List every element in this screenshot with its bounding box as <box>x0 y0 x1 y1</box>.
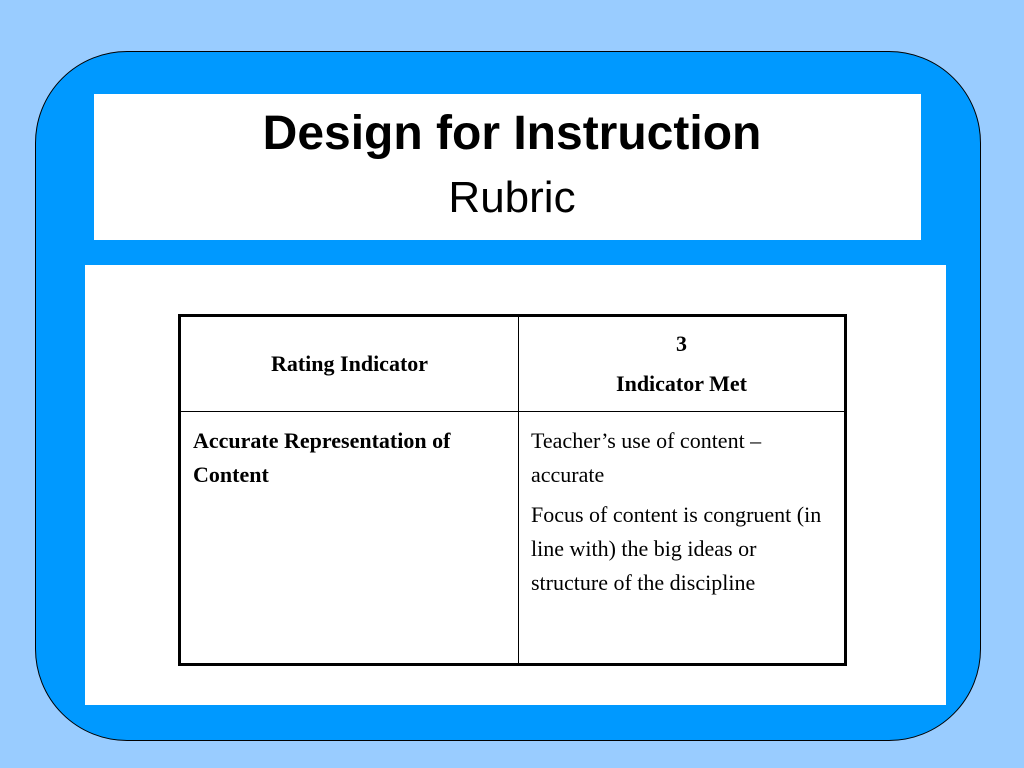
slide-subtitle: Rubric <box>448 173 576 222</box>
description-cell <box>519 412 846 665</box>
indicator-cell <box>180 412 519 665</box>
slide-title: Design for Instruction <box>262 107 762 160</box>
header-rating-indicator <box>180 316 519 412</box>
rubric-table <box>178 314 847 666</box>
header-indicator-met <box>519 316 846 412</box>
table-header-row <box>180 316 846 412</box>
header-score-label: Indicator Met <box>616 371 747 396</box>
table-row <box>180 412 846 665</box>
description-line-2: Focus of content is congruent (in line with) the big ideas or structure of the discipline <box>531 502 822 595</box>
indicator-label: Accurate Representation of Content <box>193 428 451 487</box>
header-rating-indicator-label: Rating Indicator <box>270 351 429 376</box>
description-line-1: Teacher’s use of content – accurate <box>531 428 762 487</box>
header-score: 3 <box>676 331 687 356</box>
